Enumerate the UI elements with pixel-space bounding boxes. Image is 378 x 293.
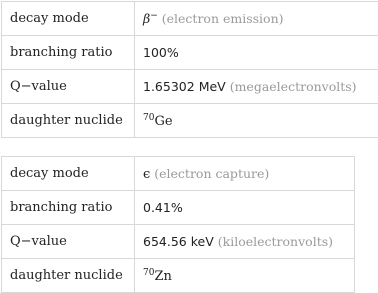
table-row (2, 259, 355, 293)
row-label-daughter-nuclide: daughter nuclide (2, 104, 135, 138)
decay-mode-symbol: β (143, 11, 150, 26)
decay-table-beta-minus (1, 1, 378, 138)
table-row (2, 104, 378, 138)
table-row (2, 70, 378, 104)
table-row (2, 36, 378, 70)
q-value-number: 1.65302 (143, 79, 195, 94)
q-value-unit: MeV (199, 79, 226, 94)
row-label-decay-mode: decay mode (2, 157, 135, 191)
nuclide-element: Ge (154, 114, 172, 129)
decay-mode-value (135, 157, 355, 191)
q-value-unit-note: (kiloelectronvolts) (218, 234, 333, 249)
nuclide-element: Zn (154, 269, 171, 284)
row-label-decay-mode: decay mode (2, 2, 135, 36)
table-row (2, 225, 355, 259)
q-value-unit: keV (191, 234, 214, 249)
decay-mode-note: (electron capture) (154, 166, 269, 181)
row-label-q-value: Q−value (2, 225, 135, 259)
q-value-unit-note: (megaelectronvolts) (230, 79, 357, 94)
decay-mode-value (135, 2, 378, 36)
q-value-number: 654.56 (143, 234, 187, 249)
row-label-q-value: Q−value (2, 70, 135, 104)
q-value (135, 225, 355, 259)
row-label-branching-ratio: branching ratio (2, 191, 135, 225)
table-row (2, 2, 378, 36)
row-label-daughter-nuclide: daughter nuclide (2, 259, 135, 293)
decay-mode-note: (electron emission) (162, 11, 284, 26)
daughter-nuclide-value (135, 104, 378, 138)
decay-mode-symbol: ϵ (143, 167, 150, 182)
daughter-nuclide-value (135, 259, 355, 293)
branching-ratio-value: 100% (135, 36, 378, 70)
decay-mode-symbol-sup: − (150, 11, 158, 21)
q-value (135, 70, 378, 104)
row-label-branching-ratio: branching ratio (2, 36, 135, 70)
branching-ratio-value: 0.41% (135, 191, 355, 225)
decay-table-electron-capture (1, 156, 355, 293)
table-row (2, 191, 355, 225)
table-row (2, 157, 355, 191)
nuclide-mass-number: 70 (143, 268, 154, 278)
nuclide-mass-number: 70 (143, 113, 154, 123)
